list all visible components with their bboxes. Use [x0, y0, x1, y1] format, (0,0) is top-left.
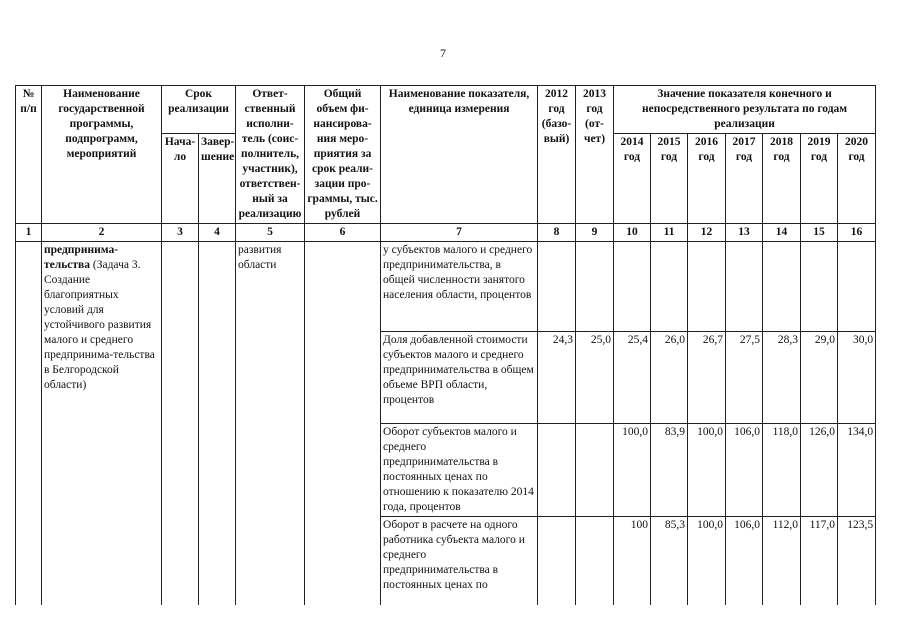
value-cell: 100,0	[688, 424, 726, 517]
value-cell: 25,4	[614, 332, 651, 424]
header-year: 2014 год	[614, 134, 651, 224]
column-number: 14	[763, 224, 801, 242]
value-cell	[538, 424, 576, 517]
value-cell: 27,5	[726, 332, 763, 424]
header-term-end: Завер-шение	[199, 134, 236, 224]
value-cell: 30,0	[838, 332, 876, 424]
value-cell: 28,3	[763, 332, 801, 424]
indicator-cell: Оборот субъектов малого и среднего предпринимательства в постоянных ценах по отношению к показателю 2014 года, процентов	[381, 424, 538, 517]
value-cell	[576, 424, 614, 517]
column-number: 1	[16, 224, 42, 242]
value-cell	[614, 242, 651, 332]
program-cell	[42, 242, 162, 605]
value-cell	[838, 242, 876, 332]
value-cell: 26,7	[688, 332, 726, 424]
header-year: 2020 год	[838, 134, 876, 224]
value-cell: 85,3	[651, 517, 688, 605]
value-cell: 123,5	[838, 517, 876, 605]
column-number: 6	[305, 224, 381, 242]
column-number: 2	[42, 224, 162, 242]
value-cell: 100	[614, 517, 651, 605]
column-number: 4	[199, 224, 236, 242]
program-title-bold: предпринима-тельства	[44, 244, 119, 271]
header-year: 2019 год	[801, 134, 838, 224]
header-no: № п/п	[16, 86, 42, 224]
column-number: 13	[726, 224, 763, 242]
value-cell: 83,9	[651, 424, 688, 517]
column-number: 5	[236, 224, 305, 242]
header-2013: 2013 год (от-чет)	[576, 86, 614, 224]
value-cell: 25,0	[576, 332, 614, 424]
program-indicators-table	[15, 85, 876, 605]
header-target-values: Значение показателя конечного и непосредственного результата по годам реализации	[614, 86, 876, 134]
value-cell	[726, 242, 763, 332]
value-cell	[688, 242, 726, 332]
term-end-cell	[199, 242, 236, 605]
header-term: Срок реализации	[162, 86, 236, 134]
program-task-text: (Задача 3. Создание благоприятных условий для устойчивого развития малого и среднего предпринима-тельства в Белгородской области)	[44, 259, 155, 391]
column-number: 15	[801, 224, 838, 242]
term-start-cell	[162, 242, 199, 605]
header-year: 2017 год	[726, 134, 763, 224]
value-cell	[763, 242, 801, 332]
indicator-cell: Оборот в расчете на одного работника субъекта малого и среднего предпринимательства в постоянных ценах по	[381, 517, 538, 605]
value-cell	[576, 242, 614, 332]
value-cell: 117,0	[801, 517, 838, 605]
value-cell: 126,0	[801, 424, 838, 517]
header-indicator: Наименование показателя, единица измерения	[381, 86, 538, 224]
value-cell: 29,0	[801, 332, 838, 424]
indicator-cell: у субъектов малого и среднего предпринимательства, в общей численности занятого населения области, процентов	[381, 242, 538, 332]
value-cell: 100,0	[688, 517, 726, 605]
value-cell: 24,3	[538, 332, 576, 424]
column-number: 10	[614, 224, 651, 242]
value-cell	[576, 517, 614, 605]
value-cell	[538, 242, 576, 332]
column-number: 11	[651, 224, 688, 242]
header-year: 2016 год	[688, 134, 726, 224]
volume-cell	[305, 242, 381, 605]
header-program: Наименование государственной программы, подпрограмм, мероприятий	[42, 86, 162, 224]
row-number-cell	[16, 242, 42, 605]
value-cell: 118,0	[763, 424, 801, 517]
header-2012: 2012 год (базо-вый)	[538, 86, 576, 224]
header-row	[16, 86, 876, 134]
column-number: 9	[576, 224, 614, 242]
header-responsible: Ответ-ственный исполни-тель (соис-полнитель, участник), ответствен-ный за реализацию	[236, 86, 305, 224]
header-year: 2015 год	[651, 134, 688, 224]
page-number: 7	[440, 46, 446, 60]
value-cell	[651, 242, 688, 332]
value-cell	[538, 517, 576, 605]
header-term-start: Нача-ло	[162, 134, 199, 224]
column-number: 7	[381, 224, 538, 242]
header-year: 2018 год	[763, 134, 801, 224]
value-cell: 112,0	[763, 517, 801, 605]
header-volume: Общий объем фи-нансирова-ния меро-приятия за срок реали-зации про-граммы, тыс. рублей	[305, 86, 381, 224]
table-row	[16, 242, 876, 332]
value-cell: 106,0	[726, 424, 763, 517]
value-cell: 26,0	[651, 332, 688, 424]
value-cell: 100,0	[614, 424, 651, 517]
responsible-cell: развития области	[236, 242, 305, 605]
indicator-cell: Доля добавленной стоимости субъектов малого и среднего предпринимательства в общем объеме ВРП области, процентов	[381, 332, 538, 424]
value-cell	[801, 242, 838, 332]
column-number: 8	[538, 224, 576, 242]
column-numbers-row	[16, 224, 876, 242]
column-number: 12	[688, 224, 726, 242]
column-number: 16	[838, 224, 876, 242]
value-cell: 106,0	[726, 517, 763, 605]
column-number: 3	[162, 224, 199, 242]
value-cell: 134,0	[838, 424, 876, 517]
